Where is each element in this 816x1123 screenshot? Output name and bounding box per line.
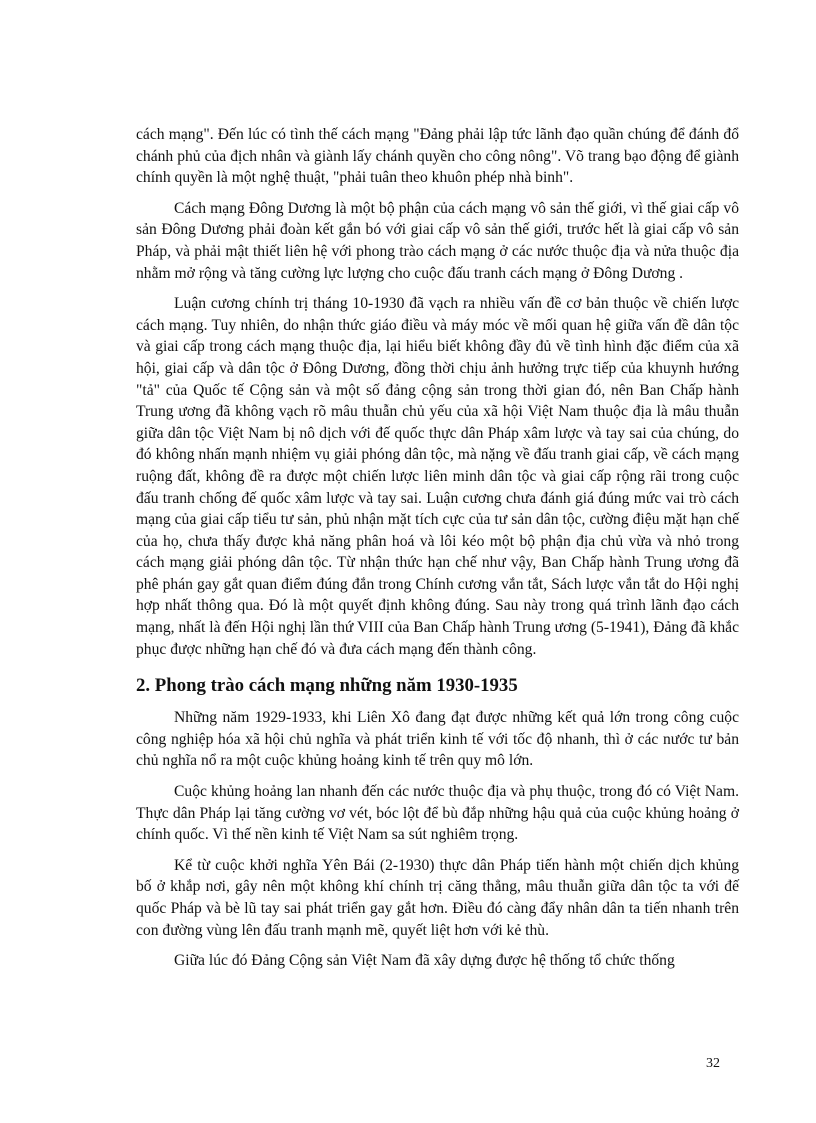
paragraph-crisis-spread: Cuộc khủng hoảng lan nhanh đến các nước thuộc địa và phụ thuộc, trong đó có Việt Nam. Thực dân Pháp lại tăng cường vơ vét, bóc lột để bù đắp những hậu quả của cuộc khủng hoảng ở chính quốc. Vì thế nền kinh tế Việt Nam sa sút nghiêm trọng. <box>136 783 739 844</box>
section-heading: 2. Phong trào cách mạng những năm 1930-1935 <box>136 675 518 697</box>
paragraph-yen-bai-uprising: Kể từ cuộc khởi nghĩa Yên Bái (2-1930) thực dân Pháp tiến hành một chiến dịch khủng bố ở khắp nơi, gây nên một không khí chính trị căng thẳng, mâu thuẫn giữa dân tộc ta với đế quốc Pháp và bè lũ tay sai phát triển gay gắt hơn. Điều đó càng đẩy nhân dân ta tiến nhanh trên con đường vùng lên đấu tranh mạnh mẽ, quyết liệt hơn với kẻ thù. <box>136 856 739 939</box>
page-content <box>136 124 739 981</box>
paragraph-indochina-revolution: Cách mạng Đông Dương là một bộ phận của cách mạng vô sản thế giới, vì thế giai cấp vô sản Đông Dương phải đoàn kết gắn bó với giai cấp vô sản thế giới, trước hết là giai cấp vô sản Pháp, và phải mật thiết liên hệ với phong trào cách mạng ở các nước thuộc địa và nửa thuộc địa nhằm mở rộng và tăng cường lực lượng cho cuộc đấu tranh cách mạng ở Đông Dương . <box>136 199 739 282</box>
paragraph-continued: cách mạng". Đến lúc có tình thế cách mạng "Đảng phải lập tức lãnh đạo quần chúng để đánh đổ chánh phủ của địch nhân và giành lấy chánh quyền cho công nông". Võ trang bạo động để giành chính quyền là một nghệ thuật, "phải tuân theo khuôn phép nhà binh". <box>136 126 739 187</box>
page-number: 32 <box>706 1056 720 1071</box>
paragraph-economic-crisis: Những năm 1929-1933, khi Liên Xô đang đạt được những kết quả lớn trong công cuộc công nghiệp hóa xã hội chủ nghĩa và phát triển kinh tế với tốc độ nhanh, thì ở các nước tư bản chủ nghĩa nổ ra một cuộc khủng hoảng kinh tế trên quy mô lớn. <box>136 709 739 770</box>
paragraph-political-thesis: Luận cương chính trị tháng 10-1930 đã vạch ra nhiều vấn đề cơ bản thuộc về chiến lược cách mạng. Tuy nhiên, do nhận thức giáo điều và máy móc về mối quan hệ giữa vấn đề dân tộc và giai cấp trong cách mạng thuộc địa, lại hiểu biết không đầy đủ về tình hình đặc điểm của xã hội, giai cấp và dân tộc ở Đông Dương, đồng thời chịu ảnh hưởng trực tiếp của khuynh hướng "tả" của Quốc tế Cộng sản và một số đảng cộng sản trong thời gian đó, nên Ban Chấp hành Trung ương đã không vạch rõ mâu thuẫn chủ yếu của xã hội Việt Nam thuộc địa là mâu thuẫn giữa dân tộc Việt Nam bị nô dịch với đế quốc thực dân Pháp xâm lược và tay sai của chúng, do đó không nhấn mạnh nhiệm vụ giải phóng dân tộc, mà nặng về đấu tranh giai cấp, về cách mạng ruộng đất, không đề ra được một chiến lược liên minh dân tộc và giai cấp rộng rãi trong cuộc đấu tranh chống đế quốc xâm lược và tay sai. Luận cương chưa đánh giá đúng mức vai trò cách mạng của giai cấp tiểu tư sản, phủ nhận mặt tích cực của tư sản dân tộc, cường điệu mặt hạn chế của họ, chưa thấy được khả năng phân hoá và lôi kéo một bộ phận địa chủ vừa và nhỏ trong cách mạng giải phóng dân tộc. Từ nhận thức hạn chế như vậy, Ban Chấp hành Trung ương đã phê phán gay gắt quan điểm đúng đắn trong Chính cương vắn tắt, Sách lược vắn tắt do Hội nghị hợp nhất thông qua. Đó là một quyết định không đúng. Sau này trong quá trình lãnh đạo cách mạng, nhất là đến Hội nghị lần thứ VIII của Ban Chấp hành Trung ương (5-1941), Đảng đã khắc phục được những hạn chế đó và đưa cách mạng đến thành công. <box>136 295 739 658</box>
paragraph-party-organization: Giữa lúc đó Đảng Cộng sản Việt Nam đã xây dựng được hệ thống tổ chức thống <box>174 952 675 970</box>
